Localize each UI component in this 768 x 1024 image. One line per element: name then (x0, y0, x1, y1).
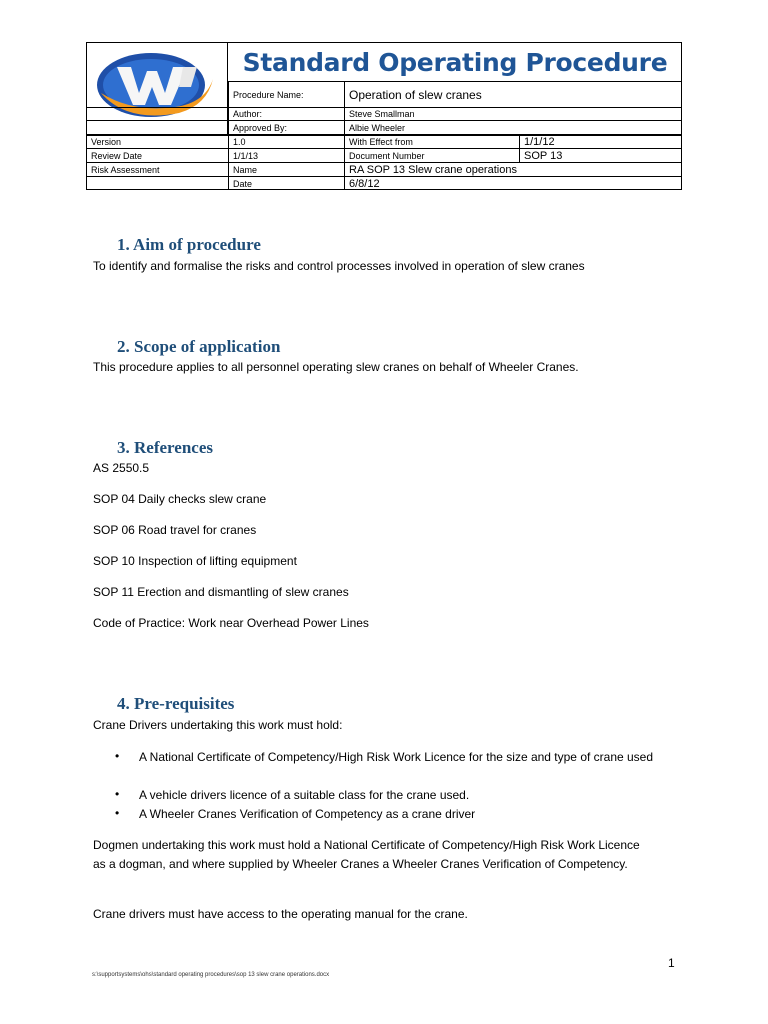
manual-text: Crane drivers must have access to the operating manual for the crane. (93, 907, 468, 921)
effect-date: 1/1/12 (519, 136, 682, 148)
review-label: Review Date (91, 150, 143, 161)
scope-text: This procedure applies to all personnel operating slew cranes on behalf of Wheeler Cranes. (93, 360, 579, 374)
reference-item: SOP 10 Inspection of lifting equipment (93, 554, 297, 568)
doc-number-label: Document Number (344, 149, 519, 162)
procedure-name-label: Procedure Name: (228, 82, 344, 107)
bullet-dot-icon: • (115, 787, 120, 801)
aim-text: To identify and formalise the risks and control processes involved in operation of slew cranes (93, 259, 585, 273)
author-label: Author: (228, 108, 344, 120)
prereq-bullet: A National Certificate of Competency/High Risk Work Licence for the size and type of crane used (139, 750, 654, 764)
effect-label: With Effect from (344, 136, 519, 148)
author-row (87, 108, 682, 121)
footer-path: s:\supportsystems\ohs\standard operating procedures\sop 13 slew crane operations.docx (92, 972, 330, 978)
procedure-name-value: Operation of slew cranes (344, 82, 682, 107)
risk-label: Risk Assessment (91, 164, 160, 175)
reference-item: SOP 06 Road travel for cranes (93, 523, 257, 537)
risk-row (87, 163, 682, 177)
header-table (86, 42, 682, 190)
prereq-heading: 4. Pre-requisites (117, 694, 235, 713)
prereq-intro: Crane Drivers undertaking this work must hold: (93, 718, 343, 732)
scope-heading: 2. Scope of application (117, 337, 281, 356)
prereq-bullet: A vehicle drivers licence of a suitable class for the crane used. (139, 788, 470, 802)
review-row (87, 149, 682, 163)
reference-item: AS 2550.5 (93, 461, 150, 475)
version-value: 1.0 (228, 136, 344, 148)
date-value: 6/8/12 (344, 177, 682, 190)
approved-by-value: Albie Wheeler (344, 121, 682, 134)
procedure-name-row (87, 82, 682, 108)
reference-item: SOP 11 Erection and dismantling of slew cranes (93, 585, 349, 599)
page-number: 1 (668, 956, 675, 970)
reference-item: Code of Practice: Work near Overhead Power Lines (93, 616, 369, 630)
doc-number-value: SOP 13 (519, 149, 682, 162)
approved-by-label: Approved By: (228, 121, 344, 134)
references-heading: 3. References (117, 438, 213, 457)
bullet-dot-icon: • (115, 749, 120, 763)
bullet-dot-icon: • (115, 806, 120, 820)
review-date: 1/1/13 (228, 149, 344, 162)
document-title: Standard Operating Procedure (228, 43, 682, 82)
approved-row (87, 121, 682, 135)
date-label: Date (228, 177, 344, 190)
date-row (87, 177, 682, 190)
dogmen-text: Dogmen undertaking this work must hold a National Certificate of Competency/High Risk Work Licence as a dogman, and where supplied by Wheeler Cranes a Wheeler Cranes Verification of Competency. (93, 838, 640, 871)
reference-item: SOP 04 Daily checks slew crane (93, 492, 267, 506)
version-label: Version (91, 137, 122, 147)
author-value: Steve Smallman (344, 108, 682, 120)
risk-name-value: RA SOP 13 Slew crane operations (344, 163, 682, 176)
prereq-bullet: A Wheeler Cranes Verification of Competency as a crane driver (139, 807, 476, 821)
name-label: Name (228, 163, 344, 176)
aim-heading: 1. Aim of procedure (117, 235, 261, 254)
version-row (87, 135, 682, 149)
